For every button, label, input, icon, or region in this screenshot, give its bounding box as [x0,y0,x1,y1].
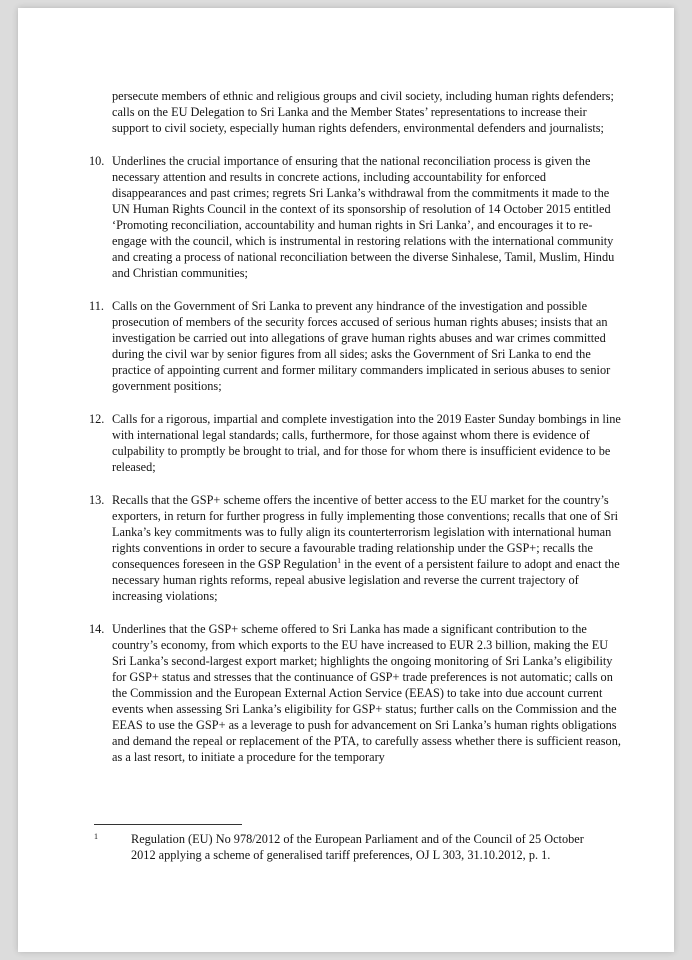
document-page [18,8,674,952]
item-number: 14. [89,622,105,636]
item-number: 13. [89,493,105,507]
item-text: Underlines that the GSP+ scheme offered to Sri Lanka has made a significant contribution to the country’s economy, from which exports to the EU have increased to EUR 2.3 billion, making the EU Sri Lanka’s second-largest export market; highlights the ongoing monitoring of Sri Lanka’s eligibility for GSP+ status and stresses that the continuance of GSP+ trade preferences is not automatic; calls on the Commission and the European External Action Service (EEAS) to take into due account current events when assessing Sri Lanka’s eligibility for GSP+ status; further calls on the Commission and the EEAS to use the GSP+ as a leverage to push for advancement on Sri Lanka’s human rights obligations and demand the repeal or replacement of the PTA, to carefully assess whether there is sufficient reason, as a last resort, to initiate a procedure for the temporary [112,622,621,764]
continuation-paragraph: persecute members of ethnic and religious groups and civil society, including human rights defenders; calls on the EU Delegation to Sri Lanka and the Member States’ representations to increase their support to civil society, especially human rights defenders, environmental defenders and journalists; [112,89,614,135]
item-number: 12. [89,412,105,426]
footnote-separator [94,824,242,825]
item-text: Underlines the crucial importance of ensuring that the national reconciliation process is given the necessary attention and results in concrete actions, including accountability for enforced disappearances and past crimes; regrets Sri Lanka’s withdrawal from the commitments it made to the UN Human Rights Council in the context of its sponsorship of resolution of 14 October 2015 entitled ‘Promoting reconciliation, accountability and human rights in Sri Lanka’, and encourages it to re-engage with the council, which is instrumental in restoring relations with the international community and creating a process of national reconciliation between the diverse Sinhalese, Tamil, Muslim, Hindu and Christian communities; [112,154,615,280]
list-item-10 [91,153,621,281]
footnote-reference[interactable]: 1 [337,555,342,565]
item-number: 10. [89,154,105,168]
list-item-13 [91,492,621,604]
item-text-after-footnote: in the event of a persistent failure to adopt and enact the necessary human rights reforms, repeal abusive legislation and reverse the current trajectory of increasing violations; [112,557,620,603]
footnote-text: Regulation (EU) No 978/2012 of the European Parliament and of the Council of 25 October 2012 applying a scheme of generalised tariff preferences, OJ L 303, 31.10.2012, p. 1. [131,832,584,862]
item-text: Calls on the Government of Sri Lanka to prevent any hindrance of the investigation and possible prosecution of members of the security forces accused of serious human rights abuses; insists that an investigation be carried out into allegations of grave human rights abuses and war crimes committed during the civil war by senior figures from all sides; asks the Government of Sri Lanka to end the practice of appointing current and former military commanders implicated in serious abuses to senior government positions; [112,299,611,393]
footnote [94,831,606,863]
footnote-mark: 1 [94,832,98,841]
item-number: 11. [89,299,104,313]
document-body [91,88,621,782]
item-text: Calls for a rigorous, impartial and complete investigation into the 2019 Easter Sunday bombings in line with international legal standards; calls, furthermore, for those against whom there is evidence of culpability to promptly be brought to trial, and for those for whom there is insufficient evidence to be released; [112,412,621,474]
list-item-11 [91,298,621,394]
list-item-12 [91,411,621,475]
list-item-14 [91,621,621,765]
item-text-before-footnote: Recalls that the GSP+ scheme offers the incentive of better access to the EU market for the country’s exporters, in return for further progress in fully implementing those conventions; recalls that one of Sri Lanka’s key commitments was to fully align its counterterrorism legislation with international human rights conventions in order to secure a favourable trading relationship under the GSP+; recalls the consequences foreseen in the GSP Regulation [112,493,619,571]
